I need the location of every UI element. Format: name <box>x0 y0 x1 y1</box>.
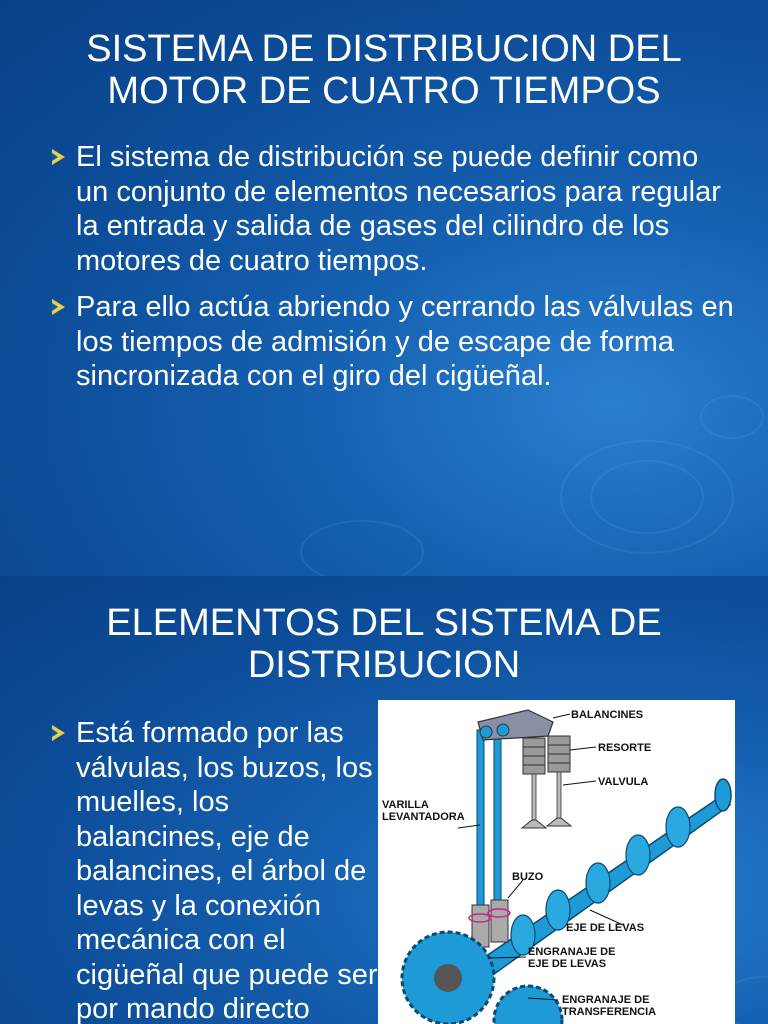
label-eje-de-levas: EJE DE LEVAS <box>566 922 645 934</box>
rocker-arm-shape <box>478 710 553 740</box>
arrow-bullet-icon <box>52 725 65 741</box>
title-line-1: ELEMENTOS DEL SISTEMA DE <box>106 602 662 644</box>
label-engranaje-trans-1: ENGRANAJE DE <box>562 994 650 1006</box>
water-ripple-decoration <box>300 520 424 576</box>
water-ripple-decoration <box>590 460 704 534</box>
valve-train-illustration <box>378 700 735 1024</box>
title-line-2: DISTRIBUCION <box>247 644 521 686</box>
bullet-list <box>48 716 378 1024</box>
transfer-gear-shape <box>494 986 562 1024</box>
valve-spring-shape <box>523 736 570 774</box>
bullet-item <box>48 140 738 278</box>
label-engranaje-eje-2: EJE DE LEVAS <box>528 958 607 970</box>
cam-gear-shape <box>402 932 494 1024</box>
label-balancines: BALANCINES <box>571 709 644 721</box>
arrow-bullet-icon <box>52 299 65 315</box>
valve-train-diagram <box>378 700 735 1024</box>
label-engranaje-eje-1: ENGRANAJE DE <box>528 946 616 958</box>
slide-title <box>0 28 768 112</box>
title-line-2: MOTOR DE CUATRO TIEMPOS <box>107 70 661 112</box>
bullet-text: Para ello actúa abriendo y cerrando las válvulas en los tiempos de admisión y de escape de forma sincronizada con el giro del cigüeñal. <box>76 291 734 392</box>
label-resorte: RESORTE <box>598 742 652 754</box>
bullet-text: El sistema de distribución se puede definir como un conjunto de elementos necesarios para regular la entrada y salida de gases del cilindro de los motores de cuatro tiempos. <box>76 141 721 277</box>
label-buzo: BUZO <box>512 871 544 883</box>
label-engranaje-trans-2: TRANSFERENCIA <box>562 1006 657 1018</box>
bullet-item <box>48 290 738 394</box>
bullet-list <box>48 140 738 406</box>
title-line-1: SISTEMA DE DISTRIBUCION DEL <box>86 28 682 70</box>
bullet-text: Está formado por las válvulas, los buzos, los muelles, los balancines, eje de balancines, el árbol de levas y la conexión mecánica con el cigüeñal que puede ser por mando directo <box>76 717 378 1024</box>
pushrod-shape <box>477 730 501 915</box>
valve-shape <box>522 772 571 828</box>
label-varilla-2: LEVANTADORA <box>382 811 465 823</box>
bullet-item <box>48 716 378 1024</box>
label-valvula: VALVULA <box>598 776 649 788</box>
slide-2 <box>0 576 768 1024</box>
slide-title <box>0 602 768 686</box>
arrow-bullet-icon <box>52 149 65 165</box>
label-varilla-1: VARILLA <box>382 799 429 811</box>
